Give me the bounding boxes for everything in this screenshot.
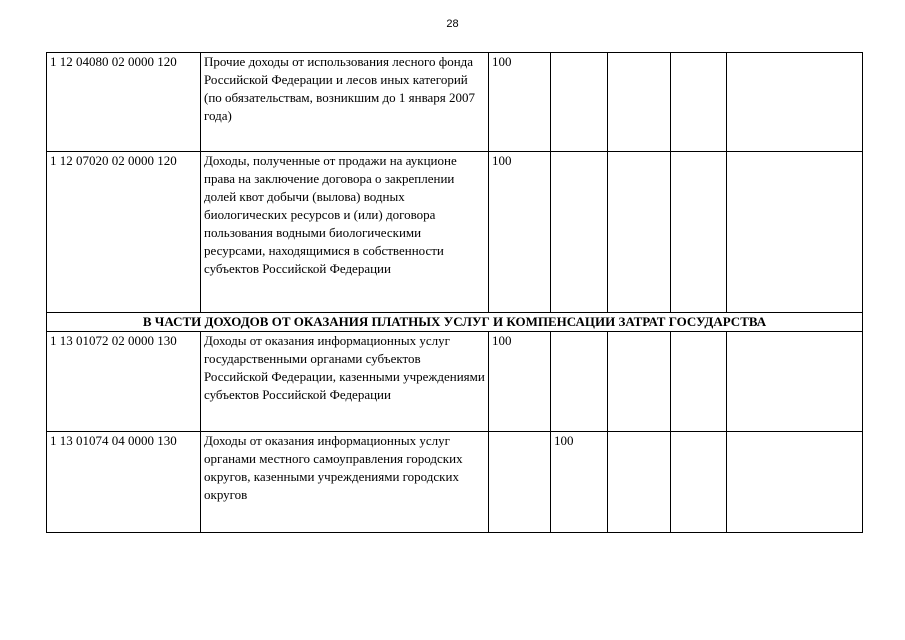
table-row [47,432,863,533]
value-cell: 100 [489,53,551,152]
table-row [47,332,863,432]
value-cell [489,432,551,533]
value-cell [608,332,671,432]
section-title: В ЧАСТИ ДОХОДОВ ОТ ОКАЗАНИЯ ПЛАТНЫХ УСЛУГ И КОМПЕНСАЦИИ ЗАТРАТ ГОСУДАРСТВА [47,313,863,332]
value-cell [551,332,608,432]
value-cell [727,53,863,152]
value-cell [551,152,608,313]
description-cell: Доходы от оказания информационных услуг государственными органами субъектов Российской Федерации, казенными учреждениями субъектов Российской Федерации [201,332,489,432]
value-cell [727,432,863,533]
section-header-row [47,313,863,332]
budget-code-cell: 1 13 01072 02 0000 130 [47,332,201,432]
description-cell: Доходы, полученные от продажи на аукционе права на заключение договора о закреплении долей квот добычи (вылова) водных биологических ресурсов и (или) договора пользования водными биологическими ресурсами, находящимися в собственности субъектов Российской Федерации [201,152,489,313]
value-cell: 100 [489,152,551,313]
value-cell [727,332,863,432]
table-row [47,53,863,152]
description-cell: Прочие доходы от использования лесного фонда Российской Федерации и лесов иных категорий (по обязательствам, возникшим до 1 января 2007 года) [201,53,489,152]
table-row [47,152,863,313]
value-cell [671,152,727,313]
value-cell [608,432,671,533]
value-cell [671,53,727,152]
budget-classification-table [46,52,863,533]
value-cell [727,152,863,313]
value-cell [551,53,608,152]
value-cell: 100 [551,432,608,533]
budget-code-cell: 1 13 01074 04 0000 130 [47,432,201,533]
value-cell [608,152,671,313]
value-cell [671,432,727,533]
value-cell: 100 [489,332,551,432]
value-cell [671,332,727,432]
description-cell: Доходы от оказания информационных услуг органами местного самоуправления городских округов, казенными учреждениями городских округов [201,432,489,533]
page-number: 28 [446,18,459,30]
budget-code-cell: 1 12 07020 02 0000 120 [47,152,201,313]
value-cell [608,53,671,152]
budget-code-cell: 1 12 04080 02 0000 120 [47,53,201,152]
